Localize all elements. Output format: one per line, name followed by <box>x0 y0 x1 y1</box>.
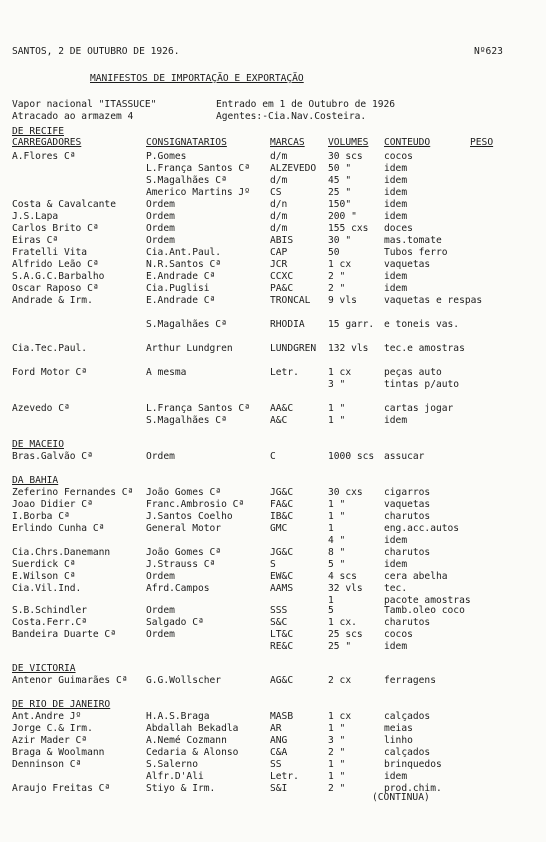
volumes-cell: 1 " <box>328 415 346 426</box>
contents-cell: idem <box>384 559 408 570</box>
contents-cell: idem <box>384 641 408 652</box>
marks-cell: Letr. <box>270 771 299 782</box>
column-header-weight: PESO <box>470 137 494 148</box>
contents-cell: eng.acc.autos <box>384 523 460 534</box>
section-heading: DA BAHIA <box>12 475 59 486</box>
shipper-cell: Jorge C.& Irm. <box>12 723 93 734</box>
volumes-cell: 132 vls <box>328 343 369 354</box>
column-header-volumes: VOLUMES <box>328 137 369 148</box>
volumes-cell: 2 " <box>328 283 346 294</box>
contents-cell: e toneis vas. <box>384 319 460 330</box>
contents-cell: vaquetas e respas <box>384 295 483 306</box>
shipper-cell: Azir Mader Cª <box>12 735 88 746</box>
page-title: MANIFESTOS DE IMPORTAÇÃO E EXPORTAÇÃO <box>90 73 304 84</box>
marks-cell: CCXC <box>270 271 294 282</box>
volumes-cell: 50 <box>328 247 340 258</box>
shipper-cell: J.S.Lapa <box>12 211 59 222</box>
consignee-cell: A.Nemé Cozmann <box>146 735 227 746</box>
contents-cell: cigarros <box>384 487 431 498</box>
consignee-cell: J.Santos Coelho <box>146 511 233 522</box>
volumes-cell: 1 cx <box>328 711 352 722</box>
volumes-cell: 1 cx <box>328 259 352 270</box>
contents-cell: assucar <box>384 451 425 462</box>
volumes-cell: 150" <box>328 199 352 210</box>
volumes-cell: 3 " <box>328 379 346 390</box>
contents-cell: charutos <box>384 547 431 558</box>
contents-cell: vaquetas <box>384 259 431 270</box>
contents-cell: charutos <box>384 511 431 522</box>
marks-cell: d/m <box>270 151 288 162</box>
marks-cell: FA&C <box>270 499 294 510</box>
marks-cell: SSS <box>270 605 288 616</box>
shipper-cell: Azevedo Cª <box>12 403 70 414</box>
consignee-cell: Ordem <box>146 199 175 210</box>
column-header-shippers: CARREGADORES <box>12 137 82 148</box>
marks-cell: CS <box>270 187 282 198</box>
contents-cell: idem <box>384 771 408 782</box>
contents-cell: idem <box>384 211 408 222</box>
marks-cell: CAP <box>270 247 288 258</box>
contents-cell: idem <box>384 175 408 186</box>
shipper-cell: Joao Didier Cª <box>12 499 93 510</box>
contents-cell: cera abelha <box>384 571 448 582</box>
contents-cell: tintas p/auto <box>384 379 460 390</box>
volumes-cell: 1000 scs <box>328 451 375 462</box>
marks-cell: C <box>270 451 276 462</box>
shipper-cell: Zeferino Fernandes Cª <box>12 487 134 498</box>
consignee-cell: Ordem <box>146 629 175 640</box>
contents-cell: mas.tomate <box>384 235 442 246</box>
shipper-cell: Erlindo Cunha Cª <box>12 523 105 534</box>
volumes-cell: 2 " <box>328 747 346 758</box>
contents-cell: tec. <box>384 583 408 594</box>
marks-cell: ALZEVEDO <box>270 163 317 174</box>
shipper-cell: Cia.Vil.Ind. <box>12 583 82 594</box>
consignee-cell: Franc.Ambrosio Cª <box>146 499 245 510</box>
shipper-cell: Bandeira Duarte Cª <box>12 629 116 640</box>
shipper-cell: Oscar Raposo Cª <box>12 283 99 294</box>
volumes-cell: 15 garr. <box>328 319 375 330</box>
marks-cell: SS <box>270 759 282 770</box>
marks-cell: S <box>270 559 276 570</box>
volumes-cell: 25 scs <box>328 629 363 640</box>
shipper-cell: Araujo Freitas Cª <box>12 783 111 794</box>
consignee-cell: N.R.Santos Cª <box>146 259 222 270</box>
volumes-cell: 5 " <box>328 559 346 570</box>
marks-cell: d/m <box>270 223 288 234</box>
volumes-cell: 30 " <box>328 235 352 246</box>
vessel-name: Vapor nacional "ITASSUCE" <box>12 99 157 110</box>
shipper-cell: I.Borba Cª <box>12 511 70 522</box>
volumes-cell: 30 cxs <box>328 487 363 498</box>
contents-cell: idem <box>384 415 408 426</box>
shipper-cell: Antenor Guimarães Cª <box>12 675 128 686</box>
shipper-cell: Ant.Andre Jº <box>12 711 82 722</box>
volumes-cell: 200 " <box>328 211 357 222</box>
marks-cell: RE&C <box>270 641 294 652</box>
shipper-cell: Carlos Brito Cª <box>12 223 99 234</box>
marks-cell: LUNDGREN <box>270 343 317 354</box>
shipper-cell: Eiras Cª <box>12 235 59 246</box>
marks-cell: S&C <box>270 617 288 628</box>
contents-cell: ferragens <box>384 675 436 686</box>
consignee-cell: João Gomes Cª <box>146 487 222 498</box>
shipper-cell: Fratelli Vita <box>12 247 88 258</box>
consignee-cell: Afrd.Campos <box>146 583 210 594</box>
volumes-cell: 1 cx. <box>328 617 357 628</box>
volumes-cell: 45 " <box>328 175 352 186</box>
consignee-cell: Cedaria & Alonso <box>146 747 239 758</box>
volumes-cell: 1 " <box>328 511 346 522</box>
contents-cell: idem <box>384 271 408 282</box>
consignee-cell: Cia.Puglisi <box>146 283 210 294</box>
volumes-cell: 5 <box>328 605 334 616</box>
contents-cell: Tamb.oleo coco <box>384 605 465 616</box>
consignee-cell: General Motor <box>146 523 222 534</box>
section-heading: DE RECIFE <box>12 126 64 137</box>
contents-cell: prod.chim. <box>384 783 442 794</box>
marks-cell: JG&C <box>270 547 294 558</box>
marks-cell: AG&C <box>270 675 294 686</box>
contents-cell: Tubos ferro <box>384 247 448 258</box>
contents-cell: charutos <box>384 617 431 628</box>
volumes-cell: 2 " <box>328 783 346 794</box>
consignee-cell: S.Salerno <box>146 759 198 770</box>
consignee-cell: Arthur Lundgren <box>146 343 233 354</box>
column-header-contents: CONTEUDO <box>384 137 431 148</box>
shipper-cell: E.Wilson Cª <box>12 571 76 582</box>
manifest-number: Nº623 <box>474 46 503 57</box>
consignee-cell: S.Magalhães Cª <box>146 175 227 186</box>
marks-cell: d/m <box>270 211 288 222</box>
marks-cell: AA&C <box>270 403 294 414</box>
volumes-cell: 25 " <box>328 187 352 198</box>
consignee-cell: E.Andrade Cª <box>146 295 216 306</box>
berth: Atracado ao armazem 4 <box>12 111 134 122</box>
section-heading: DE MACEIO <box>12 439 64 450</box>
section-heading: DE VICTORIA <box>12 663 76 674</box>
marks-cell: d/m <box>270 175 288 186</box>
consignee-cell: João Gomes Cª <box>146 547 222 558</box>
marks-cell: MASB <box>270 711 294 722</box>
marks-cell: A&C <box>270 415 288 426</box>
consignee-cell: H.A.S.Braga <box>146 711 210 722</box>
marks-cell: JG&C <box>270 487 294 498</box>
contents-cell: idem <box>384 163 408 174</box>
agents: Agentes:-Cia.Nav.Costeira. <box>216 111 367 122</box>
volumes-cell: 50 " <box>328 163 352 174</box>
contents-cell: cocos <box>384 629 413 640</box>
volumes-cell: 4 scs <box>328 571 357 582</box>
section-heading: DE RIO DE JANEIRO <box>12 699 111 710</box>
consignee-cell: Americo Martins Jº <box>146 187 250 198</box>
consignee-cell: P.Gomes <box>146 151 187 162</box>
contents-cell: idem <box>384 187 408 198</box>
marks-cell: AAMS <box>270 583 294 594</box>
consignee-cell: Ordem <box>146 211 175 222</box>
consignee-cell: Ordem <box>146 223 175 234</box>
contents-cell: pacote amostras <box>384 595 471 606</box>
volumes-cell: 1 <box>328 595 334 606</box>
marks-cell: PA&C <box>270 283 294 294</box>
contents-cell: idem <box>384 283 408 294</box>
consignee-cell: Stiyo & Irm. <box>146 783 216 794</box>
marks-cell: AR <box>270 723 282 734</box>
consignee-cell: L.França Santos Cª <box>146 163 250 174</box>
shipper-cell: Suerdick Cª <box>12 559 76 570</box>
contents-cell: calçados <box>384 747 431 758</box>
volumes-cell: 1 " <box>328 403 346 414</box>
shipper-cell: Alfrido Leão Cª <box>12 259 99 270</box>
marks-cell: TRONCAL <box>270 295 311 306</box>
contents-cell: linho <box>384 735 413 746</box>
shipper-cell: Andrade & Irm. <box>12 295 93 306</box>
contents-cell: idem <box>384 199 408 210</box>
column-header-marks: MARCAS <box>270 137 305 148</box>
shipper-cell: Costa.Ferr.Cª <box>12 617 88 628</box>
shipper-cell: Braga & Woolmann <box>12 747 105 758</box>
volumes-cell: 2 cx <box>328 675 352 686</box>
contents-cell: peças auto <box>384 367 442 378</box>
consignee-cell: E.Andrade Cª <box>146 271 216 282</box>
volumes-cell: 1 " <box>328 771 346 782</box>
consignee-cell: Salgado Cª <box>146 617 204 628</box>
shipper-cell: Denninson Cª <box>12 759 82 770</box>
marks-cell: d/n <box>270 199 288 210</box>
continued-note: (CONTINUA) <box>372 792 430 803</box>
marks-cell: S&I <box>270 783 288 794</box>
volumes-cell: 30 scs <box>328 151 363 162</box>
contents-cell: meias <box>384 723 413 734</box>
marks-cell: LT&C <box>270 629 294 640</box>
contents-cell: tec.e amostras <box>384 343 465 354</box>
volumes-cell: 2 " <box>328 271 346 282</box>
consignee-cell: J.Strauss Cª <box>146 559 216 570</box>
consignee-cell: Ordem <box>146 451 175 462</box>
marks-cell: ANG <box>270 735 288 746</box>
consignee-cell: S.Magalhães Cª <box>146 415 227 426</box>
marks-cell: EW&C <box>270 571 294 582</box>
volumes-cell: 4 " <box>328 535 346 546</box>
marks-cell: C&A <box>270 747 288 758</box>
volumes-cell: 1 <box>328 523 334 534</box>
consignee-cell: S.Magalhães Cª <box>146 319 227 330</box>
contents-cell: brinquedos <box>384 759 442 770</box>
volumes-cell: 9 vls <box>328 295 357 306</box>
consignee-cell: Ordem <box>146 605 175 616</box>
contents-cell: cartas jogar <box>384 403 454 414</box>
contents-cell: cocos <box>384 151 413 162</box>
contents-cell: doces <box>384 223 413 234</box>
consignee-cell: Ordem <box>146 571 175 582</box>
column-header-consignees: CONSIGNATARIOS <box>146 137 227 148</box>
volumes-cell: 1 " <box>328 759 346 770</box>
marks-cell: JCR <box>270 259 288 270</box>
shipper-cell: Cia.Chrs.Danemann <box>12 547 111 558</box>
shipper-cell: A.Flores Cª <box>12 151 76 162</box>
marks-cell: ABIS <box>270 235 294 246</box>
shipper-cell: Cia.Tec.Paul. <box>12 343 88 354</box>
consignee-cell: Abdallah Bekadla <box>146 723 239 734</box>
consignee-cell: A mesma <box>146 367 187 378</box>
shipper-cell: Costa & Cavalcante <box>12 199 116 210</box>
volumes-cell: 3 " <box>328 735 346 746</box>
consignee-cell: Alfr.D'Ali <box>146 771 204 782</box>
volumes-cell: 8 " <box>328 547 346 558</box>
marks-cell: Letr. <box>270 367 299 378</box>
shipper-cell: Ford Motor Cª <box>12 367 88 378</box>
date-line: SANTOS, 2 DE OUTUBRO DE 1926. <box>12 46 180 57</box>
marks-cell: GMC <box>270 523 288 534</box>
volumes-cell: 1 " <box>328 499 346 510</box>
marks-cell: IB&C <box>270 511 294 522</box>
contents-cell: vaquetas <box>384 499 431 510</box>
contents-cell: idem <box>384 535 408 546</box>
volumes-cell: 25 " <box>328 641 352 652</box>
volumes-cell: 155 cxs <box>328 223 369 234</box>
shipper-cell: S.B.Schindler <box>12 605 88 616</box>
volumes-cell: 1 " <box>328 723 346 734</box>
shipper-cell: S.A.G.C.Barbalho <box>12 271 105 282</box>
marks-cell: RHODIA <box>270 319 305 330</box>
arrival-date: Entrado em 1 de Outubro de 1926 <box>216 99 396 110</box>
contents-cell: calçados <box>384 711 431 722</box>
consignee-cell: L.França Santos Cª <box>146 403 250 414</box>
volumes-cell: 1 cx <box>328 367 352 378</box>
volumes-cell: 32 vls <box>328 583 363 594</box>
consignee-cell: Cia.Ant.Paul. <box>146 247 222 258</box>
shipper-cell: Bras.Galvão Cª <box>12 451 93 462</box>
consignee-cell: G.G.Wollscher <box>146 675 222 686</box>
consignee-cell: Ordem <box>146 235 175 246</box>
